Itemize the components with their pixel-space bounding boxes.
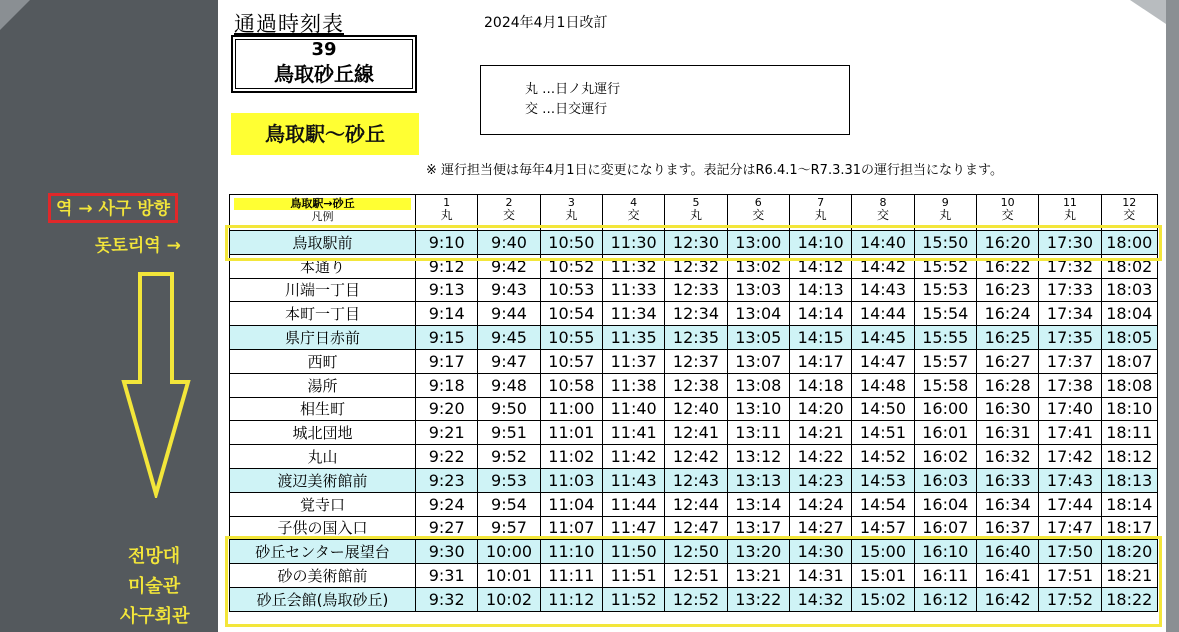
departure-time: 15:58 (914, 373, 976, 397)
departure-time: 13:07 (727, 349, 789, 373)
departure-time: 18:00 (1101, 231, 1157, 255)
departure-time: 12:42 (665, 445, 727, 469)
corner-legend-label: 凡例 (311, 210, 334, 223)
departure-time: 15:52 (914, 254, 976, 278)
departure-time: 18:04 (1101, 302, 1157, 326)
departure-time: 15:57 (914, 349, 976, 373)
departure-time: 10:00 (478, 540, 540, 564)
down-arrow-icon (120, 272, 192, 498)
trip-number: 11 (1062, 196, 1077, 209)
departure-time: 9:32 (416, 587, 478, 611)
departure-time: 14:51 (852, 421, 914, 445)
departure-time: 16:02 (914, 445, 976, 469)
departure-time: 9:10 (416, 231, 478, 255)
page-corner-fold (0, 0, 30, 30)
departure-time: 12:40 (665, 397, 727, 421)
departure-time: 13:22 (727, 587, 789, 611)
stop-name: 渡辺美術館前 (230, 468, 416, 492)
departure-time: 18:08 (1101, 373, 1157, 397)
departure-time: 11:35 (602, 326, 664, 350)
departure-time: 11:37 (602, 349, 664, 373)
departure-time: 17:40 (1039, 397, 1101, 421)
departure-time: 17:38 (1039, 373, 1101, 397)
departure-time: 13:13 (727, 468, 789, 492)
departure-time: 10:02 (478, 587, 540, 611)
departure-time: 14:50 (852, 397, 914, 421)
legend-line: 交 …日交運行 (525, 102, 608, 117)
departure-time: 14:44 (852, 302, 914, 326)
timetable-row (230, 397, 1158, 421)
departure-time: 17:34 (1039, 302, 1101, 326)
departure-time: 12:35 (665, 326, 727, 350)
operator-legend (480, 65, 850, 135)
departure-time: 13:03 (727, 278, 789, 302)
departure-time: 9:40 (478, 231, 540, 255)
departure-time: 13:04 (727, 302, 789, 326)
departure-time: 11:30 (602, 231, 664, 255)
departure-time: 11:38 (602, 373, 664, 397)
departure-time: 18:02 (1101, 254, 1157, 278)
departure-time: 16:34 (976, 492, 1038, 516)
departure-time: 15:01 (852, 564, 914, 588)
timetable-row (230, 492, 1158, 516)
departure-time: 14:18 (789, 373, 851, 397)
destination-annotation: 미술관 (128, 576, 181, 597)
departure-time: 14:12 (789, 254, 851, 278)
timetable-row (230, 373, 1158, 397)
departure-time: 9:17 (416, 349, 478, 373)
departure-time: 18:10 (1101, 397, 1157, 421)
departure-time: 9:43 (478, 278, 540, 302)
departure-time: 16:42 (976, 587, 1038, 611)
departure-time: 11:33 (602, 278, 664, 302)
stop-name: 子供の国入口 (230, 516, 416, 540)
legend-line: 丸 …日ノ丸運行 (525, 82, 621, 97)
departure-time: 17:37 (1039, 349, 1101, 373)
departure-time: 11:52 (602, 587, 664, 611)
departure-time: 16:31 (976, 421, 1038, 445)
departure-time: 13:08 (727, 373, 789, 397)
departure-time: 11:03 (540, 468, 602, 492)
trip-operator: 丸 (689, 208, 702, 222)
departure-time: 18:17 (1101, 516, 1157, 540)
stop-name: 城北団地 (230, 421, 416, 445)
departure-time: 18:11 (1101, 421, 1157, 445)
departure-time: 9:44 (478, 302, 540, 326)
departure-time: 9:51 (478, 421, 540, 445)
departure-time: 13:00 (727, 231, 789, 255)
departure-time: 12:52 (665, 587, 727, 611)
departure-time: 9:53 (478, 468, 540, 492)
right-margin-strip (1166, 0, 1179, 632)
stop-name: 県庁日赤前 (230, 326, 416, 350)
departure-time: 9:57 (478, 516, 540, 540)
departure-time: 14:32 (789, 587, 851, 611)
departure-time: 16:23 (976, 278, 1038, 302)
departure-time: 14:24 (789, 492, 851, 516)
timetable-row (230, 445, 1158, 469)
trip-number: 5 (692, 196, 700, 209)
departure-time: 17:47 (1039, 516, 1101, 540)
trip-number: 9 (941, 196, 949, 209)
departure-time: 9:27 (416, 516, 478, 540)
route-box (231, 35, 417, 93)
departure-time: 14:30 (789, 540, 851, 564)
departure-time: 13:21 (727, 564, 789, 588)
departure-time: 18:20 (1101, 540, 1157, 564)
departure-time: 15:00 (852, 540, 914, 564)
departure-time: 14:13 (789, 278, 851, 302)
departure-time: 14:45 (852, 326, 914, 350)
departure-time: 11:10 (540, 540, 602, 564)
departure-time: 9:45 (478, 326, 540, 350)
departure-time: 12:34 (665, 302, 727, 326)
departure-time: 12:32 (665, 254, 727, 278)
departure-time: 16:07 (914, 516, 976, 540)
departure-time: 10:01 (478, 564, 540, 588)
departure-time: 11:12 (540, 587, 602, 611)
highlight-frame-destinations (225, 536, 1162, 627)
departure-time: 16:27 (976, 349, 1038, 373)
departure-time: 18:05 (1101, 326, 1157, 350)
trip-number: 8 (879, 196, 887, 209)
departure-time: 10:54 (540, 302, 602, 326)
trip-operator: 交 (752, 208, 765, 222)
departure-time: 17:32 (1039, 254, 1101, 278)
page-corner-fold-right (1130, 0, 1166, 24)
departure-time: 15:53 (914, 278, 976, 302)
departure-time: 10:50 (540, 231, 602, 255)
timetable-row (230, 302, 1158, 326)
departure-time: 11:43 (602, 468, 664, 492)
trip-operator: 交 (876, 208, 889, 222)
departure-time: 16:03 (914, 468, 976, 492)
highlight-frame-origin (225, 225, 1162, 261)
stop-name: 砂の美術館前 (230, 564, 416, 588)
departure-time: 9:24 (416, 492, 478, 516)
departure-time: 14:52 (852, 445, 914, 469)
departure-time: 11:42 (602, 445, 664, 469)
departure-time: 11:04 (540, 492, 602, 516)
departure-time: 16:01 (914, 421, 976, 445)
departure-time: 18:03 (1101, 278, 1157, 302)
route-box-inner-border (235, 39, 413, 89)
departure-time: 13:10 (727, 397, 789, 421)
departure-time: 9:13 (416, 278, 478, 302)
departure-time: 17:41 (1039, 421, 1101, 445)
departure-time: 14:43 (852, 278, 914, 302)
departure-time: 13:02 (727, 254, 789, 278)
stop-name: 湯所 (230, 373, 416, 397)
departure-time: 9:18 (416, 373, 478, 397)
departure-time: 9:52 (478, 445, 540, 469)
departure-time: 11:51 (602, 564, 664, 588)
departure-time: 9:30 (416, 540, 478, 564)
timetable-row (230, 278, 1158, 302)
departure-time: 14:31 (789, 564, 851, 588)
departure-time: 12:47 (665, 516, 727, 540)
departure-time: 17:51 (1039, 564, 1101, 588)
departure-time: 18:07 (1101, 349, 1157, 373)
departure-time: 12:51 (665, 564, 727, 588)
departure-time: 11:47 (602, 516, 664, 540)
trip-operator: 交 (1001, 208, 1014, 222)
departure-time: 16:41 (976, 564, 1038, 588)
departure-time: 13:11 (727, 421, 789, 445)
departure-time: 16:40 (976, 540, 1038, 564)
trip-operator: 丸 (814, 208, 827, 222)
departure-time: 14:40 (852, 231, 914, 255)
departure-time: 17:30 (1039, 231, 1101, 255)
departure-time: 17:52 (1039, 587, 1101, 611)
trip-number: 12 (1122, 196, 1137, 209)
departure-time: 16:20 (976, 231, 1038, 255)
trip-number: 10 (1000, 196, 1015, 209)
start-station-annotation: 돗토리역 → (95, 236, 181, 256)
trip-number: 3 (567, 196, 575, 209)
departure-time: 14:14 (789, 302, 851, 326)
departure-time: 9:31 (416, 564, 478, 588)
departure-time: 11:02 (540, 445, 602, 469)
departure-time: 17:43 (1039, 468, 1101, 492)
departure-time: 13:12 (727, 445, 789, 469)
departure-time: 14:42 (852, 254, 914, 278)
departure-time: 10:55 (540, 326, 602, 350)
departure-time: 16:04 (914, 492, 976, 516)
timetable-row (230, 421, 1158, 445)
departure-time: 9:20 (416, 397, 478, 421)
revision-date: 2024年4月1日改訂 (484, 15, 608, 31)
direction-annotation: 역 → 사구 방향 (48, 193, 178, 223)
departure-time: 16:32 (976, 445, 1038, 469)
departure-time: 15:54 (914, 302, 976, 326)
stop-name: 砂丘会館(鳥取砂丘) (230, 587, 416, 611)
timetable-row (230, 349, 1158, 373)
departure-time: 15:55 (914, 326, 976, 350)
stop-name: 西町 (230, 349, 416, 373)
departure-time: 16:37 (976, 516, 1038, 540)
departure-time: 13:14 (727, 492, 789, 516)
operator-note: ※ 運行担当便は毎年4月1日に変更になります。表記分はR6.4.1～R7.3.31の運行担当になります。 (426, 163, 1003, 178)
departure-time: 14:15 (789, 326, 851, 350)
departure-time: 11:50 (602, 540, 664, 564)
departure-time: 14:21 (789, 421, 851, 445)
departure-time: 17:42 (1039, 445, 1101, 469)
departure-time: 11:40 (602, 397, 664, 421)
departure-time: 11:07 (540, 516, 602, 540)
document-title: 通過時刻表 (234, 12, 344, 36)
departure-time: 9:48 (478, 373, 540, 397)
stop-name: 鳥取駅前 (230, 231, 416, 255)
departure-time: 16:12 (914, 587, 976, 611)
trip-operator: 交 (1123, 208, 1136, 222)
trip-number: 1 (443, 196, 451, 209)
trip-operator: 丸 (1063, 208, 1076, 222)
departure-time: 18:14 (1101, 492, 1157, 516)
departure-time: 16:25 (976, 326, 1038, 350)
departure-time: 17:50 (1039, 540, 1101, 564)
departure-time: 11:01 (540, 421, 602, 445)
departure-time: 13:05 (727, 326, 789, 350)
departure-time: 17:44 (1039, 492, 1101, 516)
departure-time: 12:37 (665, 349, 727, 373)
departure-time: 14:20 (789, 397, 851, 421)
departure-time: 12:30 (665, 231, 727, 255)
departure-time: 10:53 (540, 278, 602, 302)
departure-time: 14:53 (852, 468, 914, 492)
departure-time: 11:00 (540, 397, 602, 421)
departure-time: 14:22 (789, 445, 851, 469)
route-number: 39 (311, 39, 337, 60)
departure-time: 16:00 (914, 397, 976, 421)
departure-time: 15:50 (914, 231, 976, 255)
trip-operator: 丸 (565, 208, 578, 222)
departure-time: 12:44 (665, 492, 727, 516)
departure-time: 18:13 (1101, 468, 1157, 492)
departure-time: 16:28 (976, 373, 1038, 397)
departure-time: 9:54 (478, 492, 540, 516)
departure-time: 16:22 (976, 254, 1038, 278)
route-name: 鳥取砂丘線 (274, 62, 374, 86)
departure-time: 11:41 (602, 421, 664, 445)
departure-time: 16:11 (914, 564, 976, 588)
trip-number: 4 (630, 196, 638, 209)
departure-time: 12:50 (665, 540, 727, 564)
departure-time: 10:58 (540, 373, 602, 397)
direction-banner: 鳥取駅～砂丘 (231, 113, 419, 155)
departure-time: 12:38 (665, 373, 727, 397)
departure-time: 9:23 (416, 468, 478, 492)
departure-time: 9:21 (416, 421, 478, 445)
departure-time: 11:32 (602, 254, 664, 278)
stop-name: 丸山 (230, 445, 416, 469)
departure-time: 13:20 (727, 540, 789, 564)
departure-time: 18:12 (1101, 445, 1157, 469)
departure-time: 10:52 (540, 254, 602, 278)
departure-time: 9:15 (416, 326, 478, 350)
stop-name: 砂丘センター展望台 (230, 540, 416, 564)
stop-name: 本町一丁目 (230, 302, 416, 326)
timetable-row (230, 468, 1158, 492)
departure-time: 14:27 (789, 516, 851, 540)
stop-name: 本通り (230, 254, 416, 278)
departure-time: 10:57 (540, 349, 602, 373)
departure-time: 17:35 (1039, 326, 1101, 350)
departure-time: 14:47 (852, 349, 914, 373)
departure-time: 12:41 (665, 421, 727, 445)
trip-number: 7 (817, 196, 825, 209)
departure-time: 15:02 (852, 587, 914, 611)
trip-operator: 交 (502, 208, 515, 222)
departure-time: 17:33 (1039, 278, 1101, 302)
departure-time: 11:34 (602, 302, 664, 326)
departure-time: 16:33 (976, 468, 1038, 492)
departure-time: 12:33 (665, 278, 727, 302)
departure-time: 18:22 (1101, 587, 1157, 611)
stop-name: 相生町 (230, 397, 416, 421)
trip-operator: 交 (627, 208, 640, 222)
destination-annotation: 사구회관 (120, 606, 190, 627)
departure-time: 11:44 (602, 492, 664, 516)
departure-time: 14:23 (789, 468, 851, 492)
trip-number: 6 (754, 196, 762, 209)
stop-name: 覚寺口 (230, 492, 416, 516)
departure-time: 11:11 (540, 564, 602, 588)
departure-time: 16:10 (914, 540, 976, 564)
departure-time: 14:54 (852, 492, 914, 516)
departure-time: 9:22 (416, 445, 478, 469)
corner-direction: 鳥取駅→砂丘 (234, 198, 411, 210)
departure-time: 18:21 (1101, 564, 1157, 588)
departure-time: 9:42 (478, 254, 540, 278)
departure-time: 16:24 (976, 302, 1038, 326)
trip-number: 2 (505, 196, 513, 209)
trip-operator: 丸 (440, 208, 453, 222)
departure-time: 9:50 (478, 397, 540, 421)
trip-operator: 丸 (939, 208, 952, 222)
stop-name: 川端一丁目 (230, 278, 416, 302)
departure-time: 14:48 (852, 373, 914, 397)
departure-time: 9:47 (478, 349, 540, 373)
destination-annotation: 전망대 (128, 546, 181, 567)
departure-time: 12:43 (665, 468, 727, 492)
departure-time: 14:57 (852, 516, 914, 540)
departure-time: 16:30 (976, 397, 1038, 421)
departure-time: 14:10 (789, 231, 851, 255)
timetable-row (230, 326, 1158, 350)
departure-time: 13:17 (727, 516, 789, 540)
departure-time: 9:12 (416, 254, 478, 278)
departure-time: 9:14 (416, 302, 478, 326)
departure-time: 14:17 (789, 349, 851, 373)
